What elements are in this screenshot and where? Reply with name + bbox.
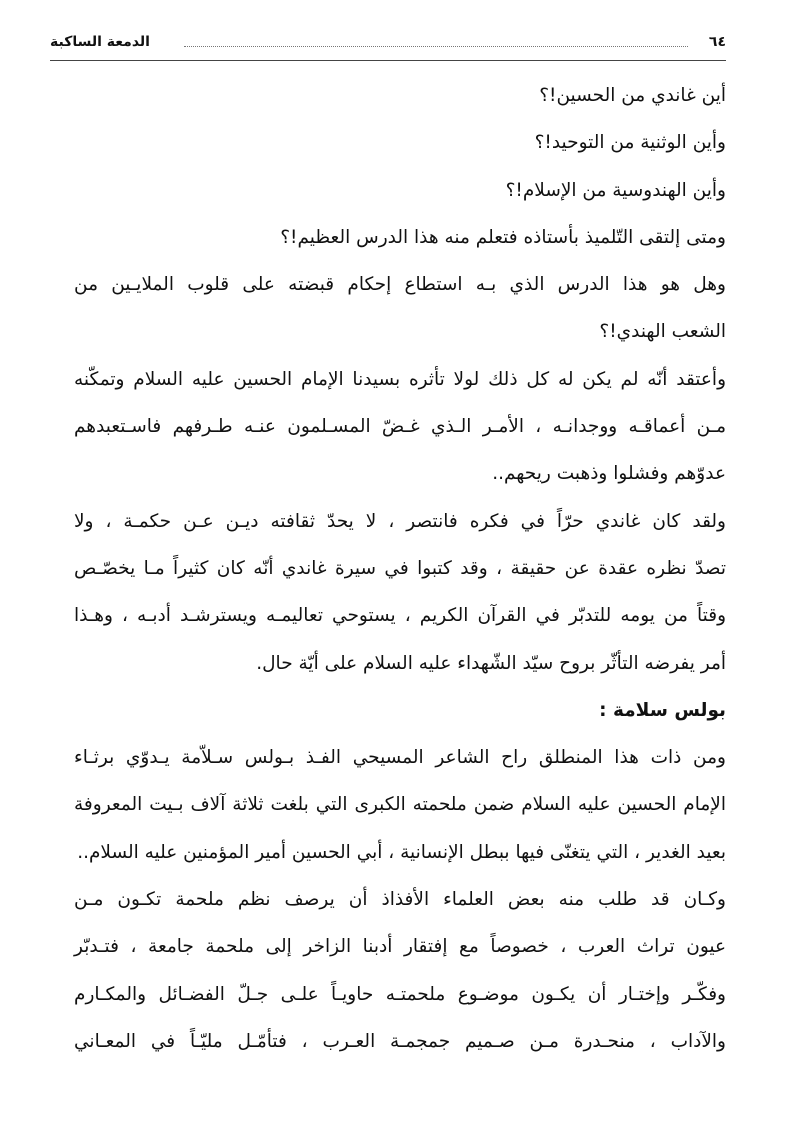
- paragraph: [74, 876, 726, 1065]
- text-line: وأين الوثنية من التوحيد!؟: [534, 132, 726, 154]
- text-line: وكـان قد طلب منه بعض العلماء الأفذاذ أن يرصف نظم ملحمة تكـون مـن: [74, 889, 726, 911]
- page-body: [74, 72, 726, 1065]
- text-line: ومن ذات هذا المنطلق راح الشاعر المسيحي الفـذ بـولس سـلاّمة يـدوّي برثـاء: [74, 747, 726, 769]
- text-line: وأين الهندوسية من الإسلام!؟: [505, 179, 726, 201]
- paragraph: [74, 498, 726, 687]
- page-number: ٦٤: [708, 34, 726, 50]
- text-line: الشعب الهندي!؟: [599, 321, 726, 343]
- text-line: مـن أعماقـه ووجدانـه ، الأمـر الـذي غـضّ المسـلمون عنـه طـرفهم فاسـتعبدهم: [74, 416, 726, 438]
- paragraph: [74, 734, 726, 876]
- text-line: والآداب ، منحـدرة مـن صـميم جمجمـة العـرب ، فتأمّـل مليّـاً في المعـاني: [74, 1030, 726, 1052]
- text-line: ولقد كان غاندي حرّاً في فكره فانتصر ، لا يحدّ ثقافته ديـن عـن حكمـة ، ولا: [74, 510, 726, 532]
- paragraph-line: [74, 214, 726, 261]
- paragraph: [74, 261, 726, 356]
- text-line: تصدّ نظره عقدة عن حقيقة ، وقد كتبوا في سيرة غاندي أنّه كان كثيراً مـا يخصّـص: [74, 557, 726, 579]
- heading-text: بولس سلامة :: [599, 699, 726, 721]
- header-dotted-leader: [184, 46, 688, 47]
- page-header: [50, 26, 726, 61]
- paragraph-line: [74, 167, 726, 214]
- text-line: وقتاً من يومه للتدبّر في القرآن الكريم ، يستوحي تعاليمـه ويسترشـد أدبـه ، وهـذا: [74, 605, 726, 627]
- text-line: وهل هو هذا الدرس الذي بـه استطاع إحكام قبضته على قلوب الملايـين من: [74, 274, 726, 296]
- text-line: عدوّهم وفشلوا وذهبت ريحهم..: [492, 463, 726, 485]
- running-title: الدمعة الساكبة: [50, 34, 150, 50]
- text-line: بعيد الغدير ، التي يتغنّى فيها ببطل الإنسانية ، أبي الحسين أمير المؤمنين عليه السلام..: [77, 841, 726, 863]
- paragraph-line: [74, 72, 726, 119]
- text-line: عيون تراث العرب ، خصوصاً مع إفتقار أدبنا الزاخر إلى ملحمة جامعة ، فتـدبّر: [74, 936, 726, 958]
- section-heading: [74, 687, 726, 734]
- text-line: ومتى إلتقى التّلميذ بأستاذه فتعلم منه هذا الدرس العظيم!؟: [280, 226, 726, 248]
- text-line: أمر يفرضه التأثّر بروح سيّد الشّهداء عليه السلام على أيّة حال.: [256, 652, 726, 674]
- text-line: وأعتقد أنّه لم يكن له كل ذلك لولا تأثره بسيدنا الإمام الحسين عليه السلام وتمكّنه: [74, 368, 726, 390]
- paragraph: [74, 356, 726, 498]
- paragraph-line: [74, 119, 726, 166]
- text-line: وفكّـر وإختـار أن يكـون موضـوع ملحمتـه حاويـاً علـى جـلّ الفضـائل والمكـارم: [74, 983, 726, 1005]
- text-line: أين غاندي من الحسين!؟: [539, 85, 726, 106]
- text-line: الإمام الحسين عليه السلام ضمن ملحمته الكبرى التي بلغت ثلاثة آلاف بـيت المعروفة: [74, 794, 726, 816]
